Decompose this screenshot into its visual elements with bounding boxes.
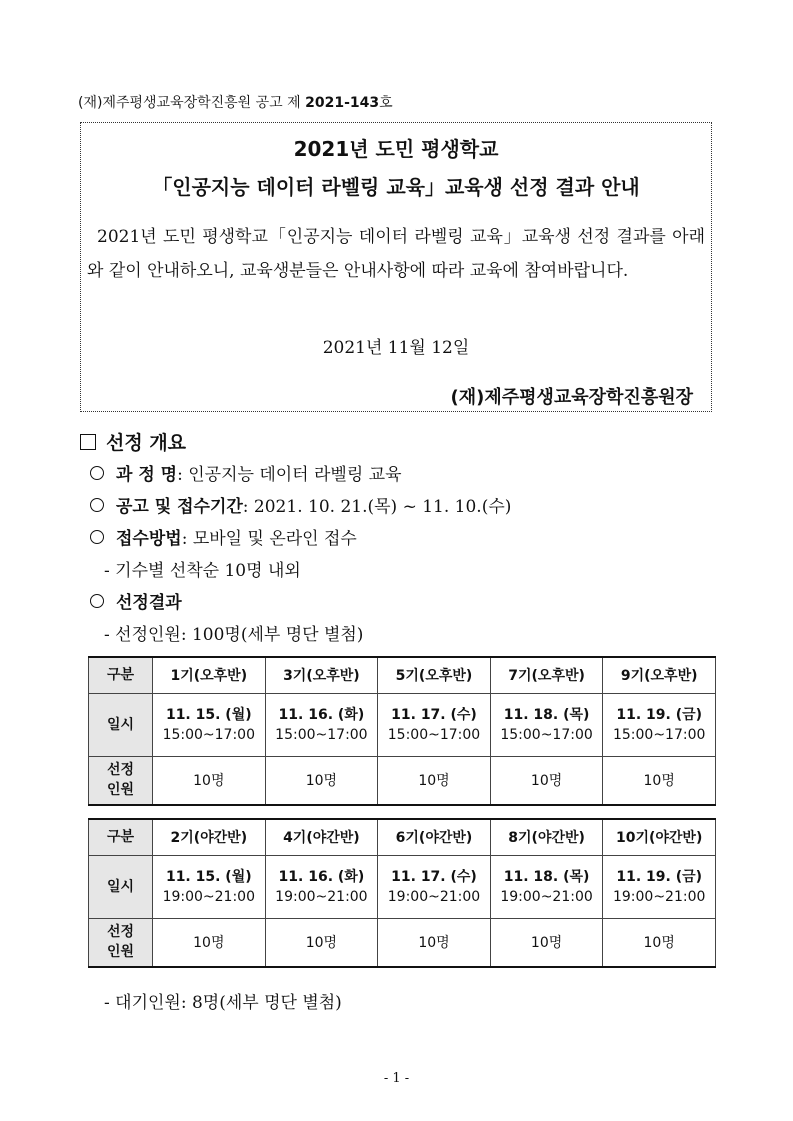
cohort-cell: 2기(야간반)	[153, 819, 266, 855]
datetime-cell	[490, 855, 603, 918]
period-label: 공고 및 접수기간	[116, 497, 243, 517]
section-heading-text: 선정 개요	[106, 432, 187, 454]
date-text: 11. 17. (수)	[391, 706, 477, 723]
count-cell: 10명	[490, 756, 603, 805]
period-item	[90, 492, 511, 517]
period-value: : 2021. 10. 21.(목) ~ 11. 10.(수)	[242, 497, 512, 517]
selected-label-line2: 인원	[106, 782, 135, 799]
datetime-cell	[490, 693, 603, 756]
table-row	[89, 918, 716, 967]
selected-label-line2: 인원	[106, 944, 135, 961]
method-value: : 모바일 및 온라인 접수	[181, 529, 357, 549]
method-sub: - 기수별 선착순 10명 내외	[104, 561, 301, 581]
time-text: 15:00~17:00	[612, 726, 706, 743]
course-item	[90, 460, 402, 485]
selected-label-line1: 선정	[106, 924, 135, 941]
date-text: 11. 19. (금)	[616, 706, 703, 723]
count-cell: 10명	[265, 918, 378, 967]
schedule-table-evening	[88, 818, 716, 968]
cohort-cell: 1기(오후반)	[153, 657, 266, 693]
cohort-cell: 10기(야간반)	[603, 819, 716, 855]
time-text: 19:00~21:00	[500, 888, 593, 905]
cohort-cell: 3기(오후반)	[265, 657, 378, 693]
datetime-label: 일시	[89, 693, 153, 756]
result-sub: - 선정인원: 100명(세부 명단 별첨)	[104, 625, 364, 645]
section-heading	[80, 428, 186, 455]
result-item	[90, 588, 182, 613]
course-value: : 인공지능 데이터 라벨링 교육	[177, 465, 402, 485]
datetime-cell	[153, 855, 266, 918]
datetime-cell	[265, 855, 378, 918]
notice-number	[78, 92, 393, 112]
announcement-box	[80, 122, 712, 412]
table-row	[89, 756, 716, 805]
datetime-cell	[603, 693, 716, 756]
division-label: 구분	[89, 819, 153, 855]
time-text: 19:00~21:00	[275, 888, 368, 905]
count-cell: 10명	[378, 918, 491, 967]
cohort-cell: 6기(야간반)	[378, 819, 491, 855]
table-row	[89, 693, 716, 756]
date-text: 11. 17. (수)	[391, 868, 477, 885]
circle-bullet-icon	[90, 498, 104, 512]
waiting-list: - 대기인원: 8명(세부 명단 별첨)	[104, 993, 342, 1013]
square-bullet-icon	[80, 434, 96, 450]
count-cell: 10명	[490, 918, 603, 967]
selected-count-label	[89, 918, 153, 967]
page-number: - 1 -	[383, 1071, 410, 1086]
date-text: 11. 16. (화)	[278, 868, 365, 885]
count-cell: 10명	[153, 918, 266, 967]
count-cell: 10명	[378, 756, 491, 805]
notice-prefix: (재)제주평생교육장학진흥원 공고 제	[78, 95, 306, 111]
cohort-cell: 8기(야간반)	[490, 819, 603, 855]
method-label: 접수방법	[116, 529, 182, 549]
date-text: 11. 15. (월)	[165, 706, 252, 723]
datetime-cell	[378, 855, 491, 918]
selected-label-line1: 선정	[106, 762, 135, 779]
time-text: 15:00~17:00	[500, 726, 593, 743]
method-item	[90, 524, 357, 549]
date-text: 11. 15. (월)	[165, 868, 252, 885]
circle-bullet-icon	[90, 594, 104, 608]
datetime-label: 일시	[89, 855, 153, 918]
time-text: 19:00~21:00	[612, 888, 706, 905]
count-cell: 10명	[153, 756, 266, 805]
announcement-title-line2: 「인공지능 데이터 라벨링 교육」교육생 선정 결과 안내	[152, 175, 640, 199]
announcement-body: 2021년 도민 평생학교「인공지능 데이터 라벨링 교육」교육생 선정 결과를 아래와 같이 안내하오니, 교육생분들은 안내사항에 따라 교육에 참여바랍니다.	[87, 227, 705, 281]
date-text: 11. 16. (화)	[278, 706, 365, 723]
cohort-cell: 5기(오후반)	[378, 657, 491, 693]
cohort-cell: 7기(오후반)	[490, 657, 603, 693]
announcement-signature: (재)제주평생교육장학진흥원장	[450, 387, 693, 408]
time-text: 19:00~21:00	[387, 888, 481, 905]
cohort-cell: 4기(야간반)	[265, 819, 378, 855]
announcement-date: 2021년 11월 12일	[322, 338, 470, 358]
announcement-title-line1: 2021년 도민 평생학교	[293, 137, 499, 161]
count-cell: 10명	[265, 756, 378, 805]
schedule-table-afternoon	[88, 656, 716, 806]
cohort-cell: 9기(오후반)	[603, 657, 716, 693]
circle-bullet-icon	[90, 530, 104, 544]
time-text: 15:00~17:00	[162, 726, 255, 743]
result-label: 선정결과	[116, 593, 182, 613]
selected-count-label	[89, 756, 153, 805]
division-label: 구분	[89, 657, 153, 693]
datetime-cell	[153, 693, 266, 756]
time-text: 15:00~17:00	[387, 726, 481, 743]
table-row	[89, 819, 716, 855]
count-cell: 10명	[603, 918, 716, 967]
time-text: 15:00~17:00	[275, 726, 368, 743]
table-row	[89, 855, 716, 918]
date-text: 11. 18. (목)	[503, 706, 590, 723]
time-text: 19:00~21:00	[162, 888, 255, 905]
date-text: 11. 18. (목)	[503, 868, 590, 885]
count-cell: 10명	[603, 756, 716, 805]
date-text: 11. 19. (금)	[616, 868, 703, 885]
circle-bullet-icon	[90, 466, 104, 480]
datetime-cell	[378, 693, 491, 756]
course-label: 과 정 명	[116, 465, 178, 485]
notice-suffix: 호	[379, 95, 393, 111]
datetime-cell	[603, 855, 716, 918]
datetime-cell	[265, 693, 378, 756]
notice-number-value: 2021-143	[305, 95, 380, 111]
table-row	[89, 657, 716, 693]
